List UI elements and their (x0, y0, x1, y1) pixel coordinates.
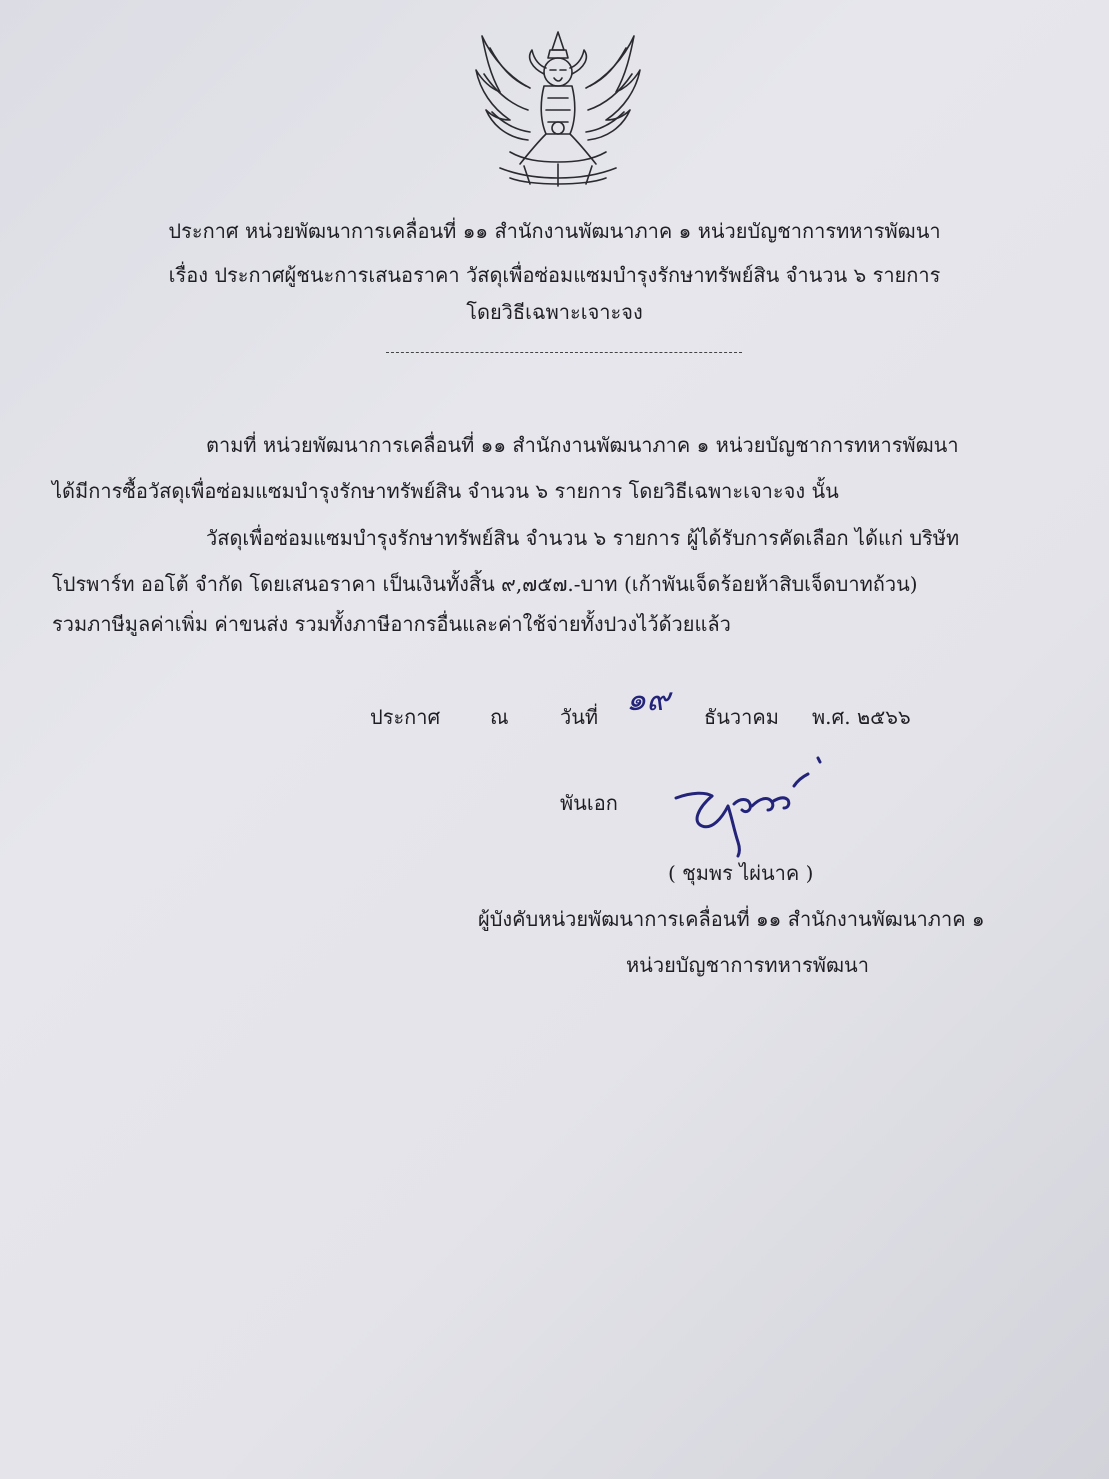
handwritten-day (622, 674, 692, 724)
handwritten-day-text: ๑๙ (626, 680, 670, 718)
signatory-rank: พันเอก (560, 791, 618, 815)
signatory-name: ( ชุมพร ไผ่นาค ) (668, 861, 814, 885)
date-announce-label: ประกาศ (370, 705, 441, 729)
paragraph-1-line-1: ตามที่ หน่วยพัฒนาการเคลื่อนที่ ๑๑ สำนักงานพัฒนาภาค ๑ หน่วยบัญชาการทหารพัฒนา (206, 433, 959, 457)
date-day-label: วันที่ (560, 705, 599, 729)
title-divider (386, 352, 742, 353)
date-at-label: ณ (490, 705, 509, 729)
garuda-emblem-icon (470, 28, 646, 190)
title-line-1: ประกาศ หน่วยพัฒนาการเคลื่อนที่ ๑๑ สำนักงานพัฒนาภาค ๑ หน่วยบัญชาการทหารพัฒนา (168, 219, 941, 243)
paragraph-2-line-2: โปรพาร์ท ออโต้ จำกัด โดยเสนอราคา เป็นเงินทั้งสิ้น ๙,๗๕๗.-บาท (เก้าพันเจ็ดร้อยห้าสิบเจ็ดบาทถ้วน) (52, 572, 918, 596)
paragraph-2-line-3: รวมภาษีมูลค่าเพิ่ม ค่าขนส่ง รวมทั้งภาษีอากรอื่นและค่าใช้จ่ายทั้งปวงไว้ด้วยแล้ว (52, 612, 731, 636)
paragraph-2-line-1: วัสดุเพื่อซ่อมแซมบำรุงรักษาทรัพย์สิน จำนวน ๖ รายการ ผู้ได้รับการคัดเลือก ได้แก่ บริษัท (206, 526, 960, 550)
signature-icon (668, 752, 838, 862)
signatory-position-line-2: หน่วยบัญชาการทหารพัฒนา (626, 953, 869, 977)
title-line-2: เรื่อง ประกาศผู้ชนะการเสนอราคา วัสดุเพื่อซ่อมแซมบำรุงรักษาทรัพย์สิน จำนวน ๖ รายการ (168, 263, 941, 287)
date-year: พ.ศ. ๒๕๖๖ (812, 705, 911, 729)
signatory-position-line-1: ผู้บังคับหน่วยพัฒนาการเคลื่อนที่ ๑๑ สำนักงานพัฒนาภาค ๑ (478, 907, 985, 931)
date-month: ธันวาคม (704, 705, 779, 729)
paragraph-1-line-2: ได้มีการซื้อวัสดุเพื่อซ่อมแซมบำรุงรักษาทรัพย์สิน จำนวน ๖ รายการ โดยวิธีเฉพาะเจาะจง นั้น (52, 479, 839, 503)
title-line-3: โดยวิธีเฉพาะเจาะจง (466, 300, 643, 324)
